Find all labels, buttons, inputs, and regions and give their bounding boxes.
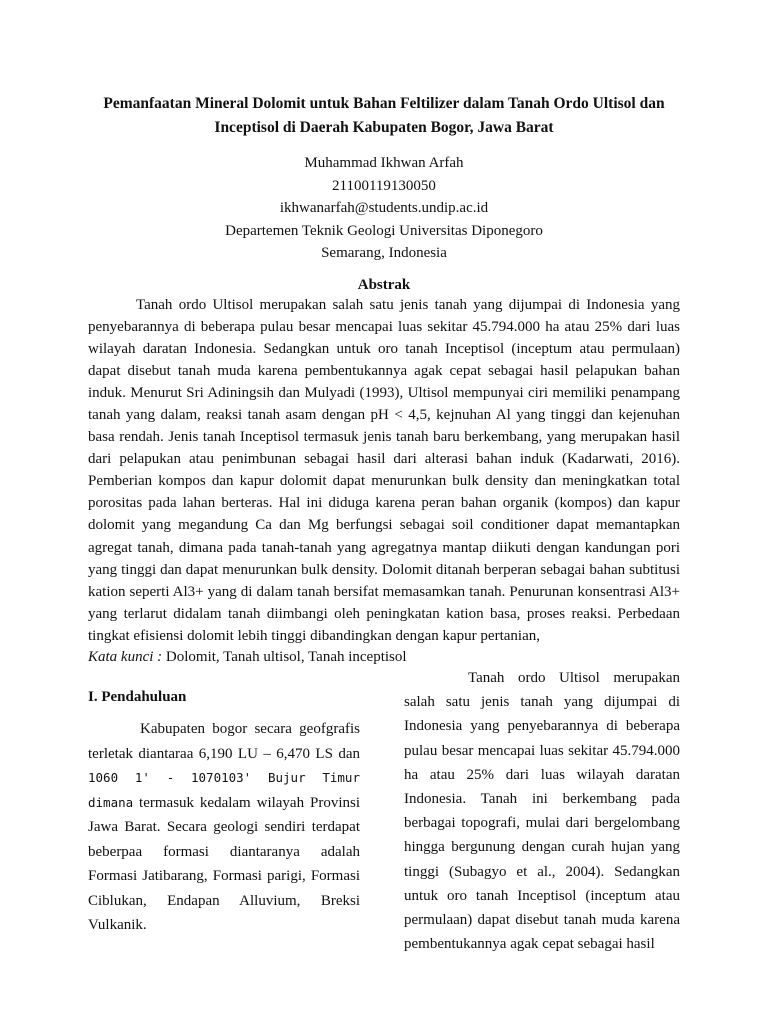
author-student-id: 21100119130050 [332, 177, 436, 194]
left-column [88, 686, 360, 938]
author-email: ikhwanarfah@students.undip.ac.id [279, 200, 489, 216]
right-column [404, 666, 680, 953]
paper-title: Pemanfaatan Mineral Dolomit untuk Bahan Feltilizer dalam Tanah Ordo Ultisol dan Inceptisol di Daerah Kabupaten Bogor, Jawa Barat [103, 95, 665, 136]
author-location: Semarang, Indonesia [321, 245, 447, 261]
introduction-paragraph-left [88, 717, 360, 938]
abstract-heading: Abstrak [357, 277, 411, 293]
author-department: Departemen Teknik Geologi Universitas Diponegoro [225, 222, 543, 239]
abstract-body: Tanah ordo Ultisol merupakan salah satu jenis tanah yang dijumpai di Indonesia yang penyebarannya di beberapa pulau besar mencapai luas sekitar 45.794.000 ha atau 25% dari luas wilayah daratan Indonesia. Sedangkan untuk oro tanah Inceptisol (inceptum atau permulaan) dapat disebut tanah muda karena pembentukannya agak cepat sebagai hasil pelapukan bahan induk. Menurut Sri Adiningsih dan Mulyadi (1993), Ultisol mempunyai ciri memiliki penampang tanah yang dalam, reaksi tanah asam dengan pH < 4,5, kejnuhan Al yang tinggi dan kejenuhan basa rendah. Jenis tanah Inceptisol termasuk jenis tanah baru berkembang, yang merupakan hasil dari pelapukan atau penimbunan sebagai hasil dari alterasi bahan induk (Kadarwati, 2016). Pemberian kompos dan kapur dolomit dapat menurunkan bulk density dan meningkatkan total porositas pada lahan berteras. Hal ini diduga karena peran bahan organik (kompos) dan kapur dolomit yang megandung Ca dan Mg berfungsi sebagai soil conditioner dapat memantapkan agregat tanah, dimana pada tanah-tanah yang agregatnya mantap diikuti dengan kandungan pori yang tinggi dan dapat menurunkan bulk density. Dolomit ditanah berperan sebagai bahan subtitusi kation seperti Al3+ yang di dalam tanah bersifat memasamkan tanah. Penurunan konsentrasi Al3+ yang terlarut didalam tanah diimbangi oleh peningkatan kation basa, proses reaksi. Perbedaan tingkat efisiensi dolomit lebih tinggi dibandingkan dengan kapur pertanian, [88, 297, 680, 644]
keywords-label: Kata kunci : [88, 649, 163, 665]
introduction-paragraph-right: Tanah ordo Ultisol merupakan salah satu jenis tanah yang dijumpai di Indonesia yang penyebarannya di beberapa pulau besar mencapai luas sekitar 45.794.000 ha atau 25% dari luas wilayah daratan Indonesia. Tanah ini berkembang pada berbagai topografi, mulai dari bergelombang hingga bergunung dengan curah hujan yang tinggi (Subagyo et al., 2004). Sedangkan untuk oro tanah Inceptisol (inceptum atau permulaan) dapat disebut tanah muda karena pembentukannya agak cepat sebagai hasil [404, 670, 680, 953]
keywords-text: Dolomit, Tanah ultisol, Tanah inceptisol [162, 649, 407, 665]
section-heading-introduction: I. Pendahuluan [88, 689, 187, 705]
intro-text-part-b: termasuk kedalam wilayah Provinsi Jawa Barat. Secara geologi sendiri terdapat beberpaa formasi diantaranya adalah Formasi Jatibarang, Formasi parigi, Formasi Ciblukan, Endapan Alluvium, Breksi Vulkanik. [88, 794, 360, 933]
keywords-line [88, 646, 680, 668]
author-block [88, 152, 680, 265]
intro-coordinates: 1060 1' - 1070103' Bujur Timur dimana [88, 770, 360, 810]
author-name: Muhammad Ikhwan Arfah [304, 155, 464, 171]
intro-text-part-a: Kabupaten bogor secara geofgrafis terletak diantaraa 6,190 LU – 6,470 LS dan [88, 721, 360, 762]
